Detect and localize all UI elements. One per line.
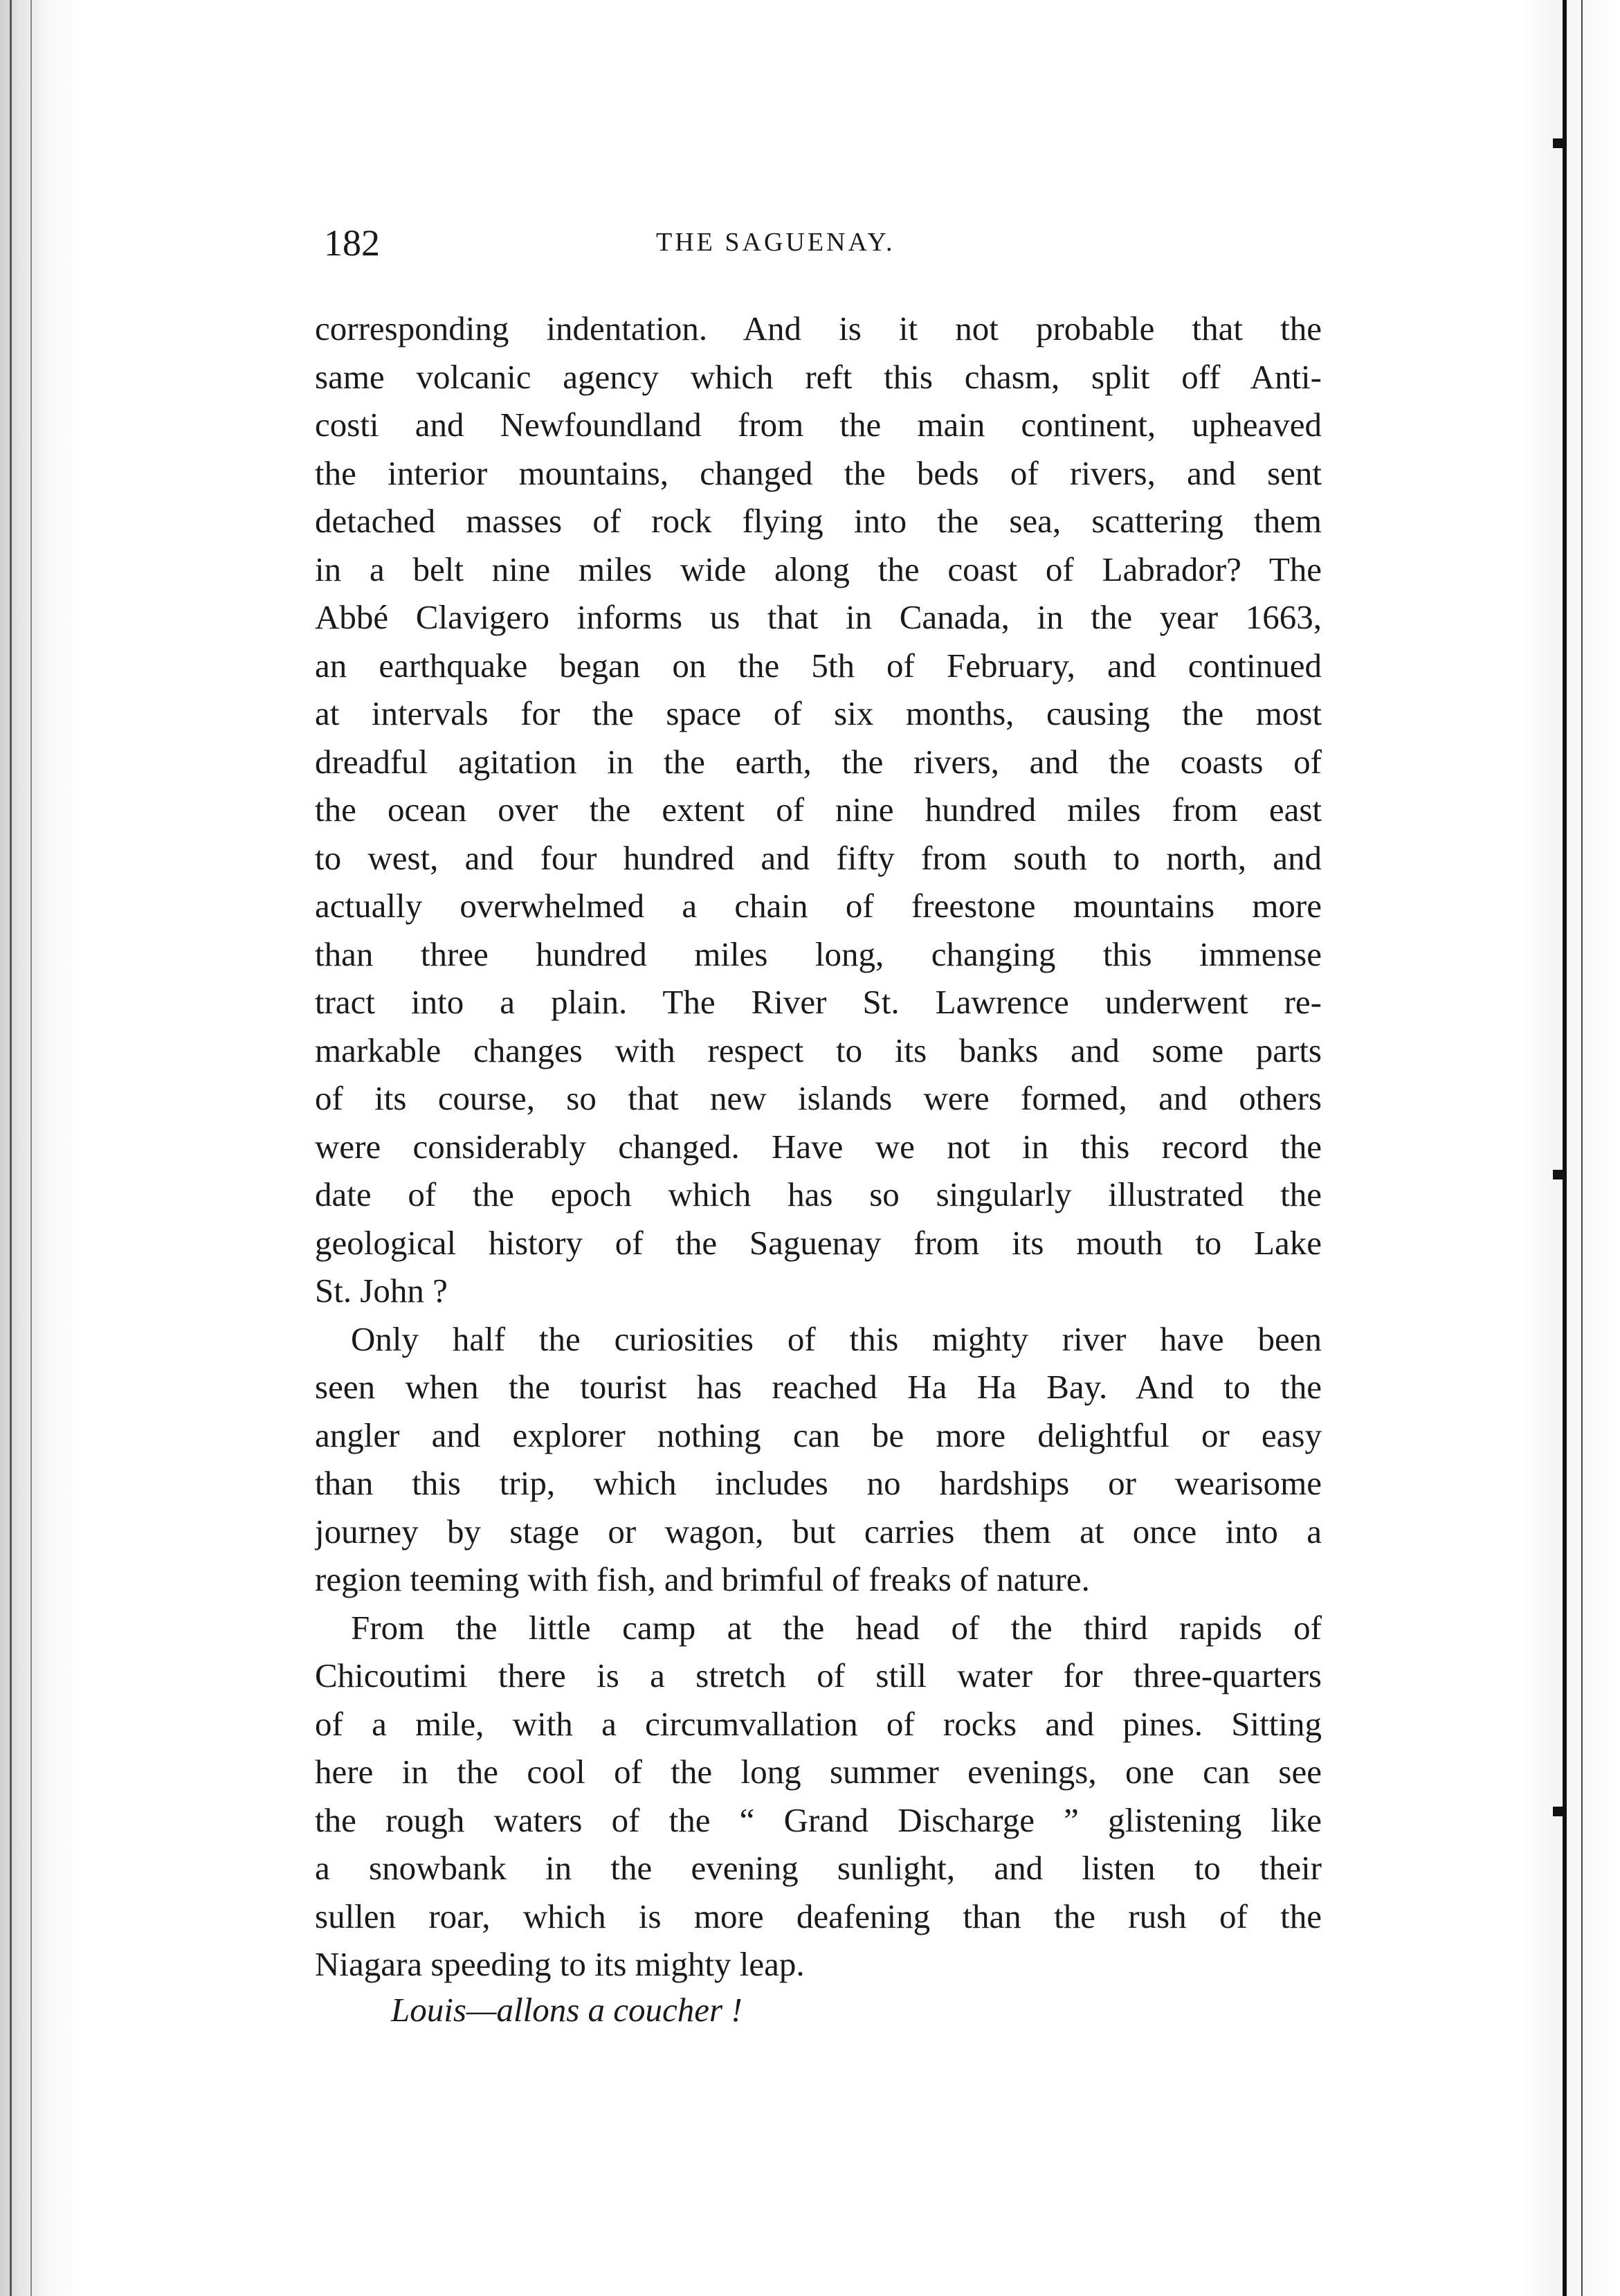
text-line: costi and Newfoundland from the main continent, upheaved: [315, 406, 1322, 444]
text-line: actually overwhelmed a chain of freestone mountains more: [315, 887, 1322, 925]
text-line: detached masses of rock flying into the sea, scattering them: [315, 502, 1322, 540]
text-line: tract into a plain. The River St. Lawrence underwent re-: [315, 983, 1322, 1021]
text-line: journey by stage or wagon, but carries them at once into a: [315, 1512, 1322, 1551]
text-line: seen when the tourist has reached Ha Ha Bay. And to the: [315, 1368, 1322, 1406]
page-edge-right: [1563, 0, 1567, 2296]
text-line: than this trip, which includes no hardships or wearisome: [315, 1464, 1322, 1502]
text-line: Abbé Clavigero informs us that in Canada, in the year 1663,: [315, 598, 1322, 636]
text-line: region teeming with fish, and brimful of freaks of nature.: [315, 1560, 1090, 1598]
text-line: Only half the curiosities of this mighty river have been: [351, 1319, 1322, 1358]
text-line: to west, and four hundred and fifty from south to north, and: [315, 838, 1322, 877]
text-line: the ocean over the extent of nine hundred miles from east: [315, 790, 1322, 829]
text-line: sullen roar, which is more deafening than the rush of the: [315, 1897, 1322, 1935]
text-line: From the little camp at the head of the third rapids of: [351, 1608, 1322, 1647]
text-line: Chicoutimi there is a stretch of still water for three-quarters: [315, 1656, 1322, 1694]
text-line: markable changes with respect to its banks and some parts: [315, 1031, 1322, 1069]
text-line: St. John ?: [315, 1272, 448, 1310]
text-line: the interior mountains, changed the beds of rivers, and sent: [315, 453, 1322, 492]
text-line: same volcanic agency which reft this chasm, split off Anti-: [315, 357, 1322, 396]
edge-notch: [1553, 1170, 1567, 1179]
binding-edge-left-inner: [30, 0, 32, 2296]
text-line: than three hundred miles long, changing this immense: [315, 934, 1322, 973]
text-line: date of the epoch which has so singularly illustrated the: [315, 1175, 1322, 1213]
text-line: a snowbank in the evening sunlight, and listen to their: [315, 1849, 1322, 1887]
binding-edge-left: [10, 0, 12, 2296]
text-line: angler and explorer nothing can be more delightful or easy: [315, 1416, 1322, 1454]
text-line: an earthquake began on the 5th of February, and continued: [315, 646, 1322, 685]
text-line: geological history of the Saguenay from its mouth to Lake: [315, 1223, 1322, 1262]
text-line: at intervals for the space of six months, causing the most: [315, 694, 1322, 732]
edge-notch: [1553, 1807, 1563, 1816]
edge-notch: [1553, 138, 1567, 148]
page-number: 182: [324, 222, 380, 264]
text-line: dreadful agitation in the earth, the rivers, and the coasts of: [315, 742, 1322, 781]
closing-line: Louis—allons a coucher !: [391, 1991, 743, 2029]
text-line: of a mile, with a circumvallation of rocks and pines. Sitting: [315, 1704, 1322, 1743]
running-head: [324, 222, 1320, 277]
text-line: the rough waters of the “ Grand Discharge ” glistening like: [315, 1800, 1322, 1839]
text-line: here in the cool of the long summer evenings, one can see: [315, 1753, 1322, 1791]
text-line: of its course, so that new islands were formed, and others: [315, 1079, 1322, 1117]
text-line: were considerably changed. Have we not in this record the: [315, 1127, 1322, 1166]
text-line: Niagara speeding to its mighty leap.: [315, 1945, 805, 1983]
text-line: corresponding indentation. And is it not probable that the: [315, 309, 1322, 347]
running-title: THE SAGUENAY.: [656, 228, 895, 257]
body-text: [315, 305, 1322, 1989]
text-line: in a belt nine miles wide along the coast of Labrador? The: [315, 550, 1322, 588]
page-edge-right-thin: [1581, 0, 1583, 2296]
